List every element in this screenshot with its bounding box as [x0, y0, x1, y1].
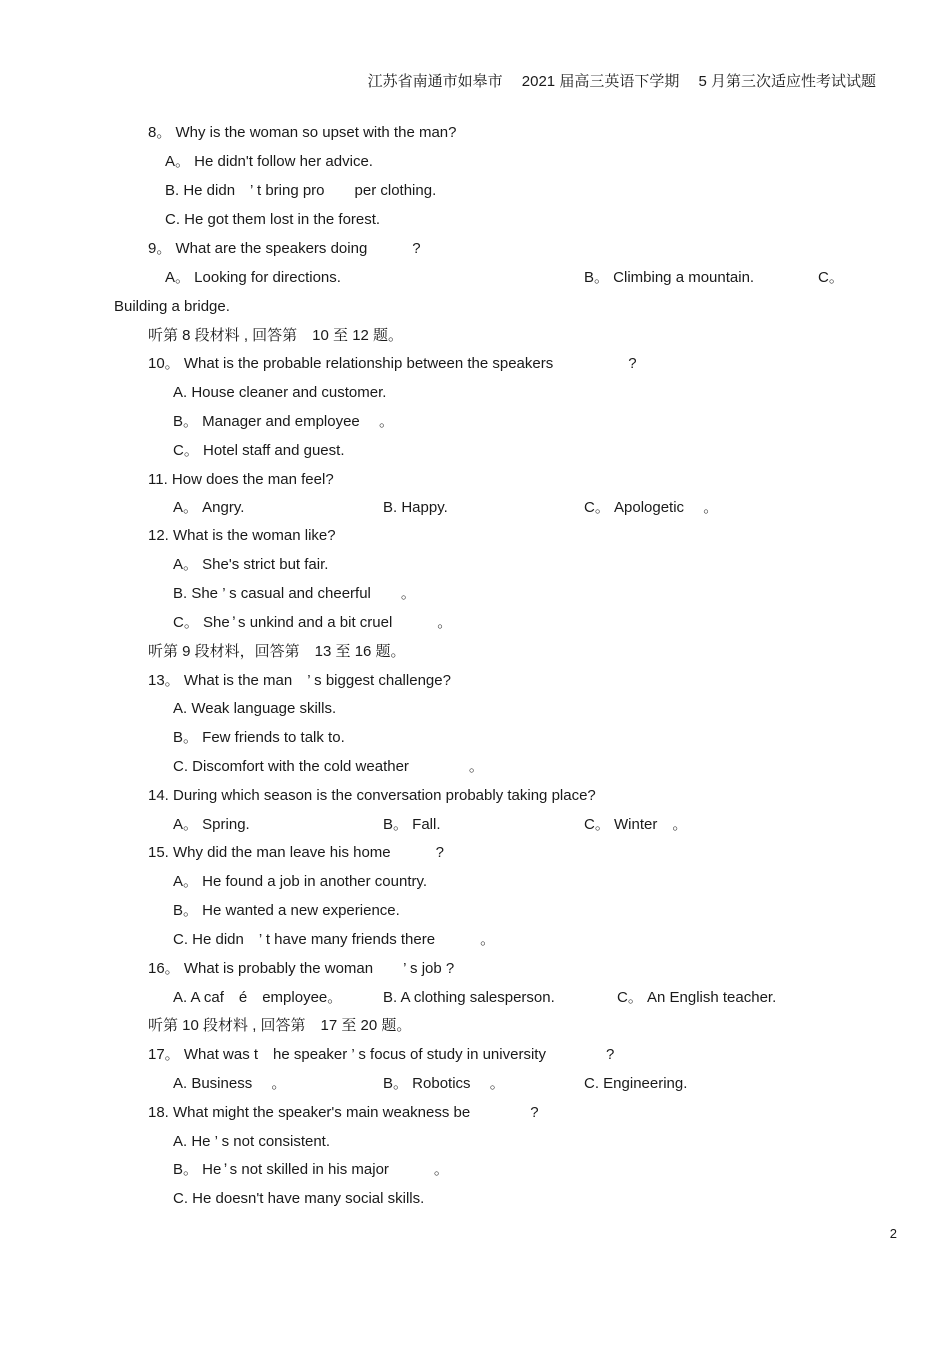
- option-15c: C. He didn ’ t have many friends there 。: [173, 931, 496, 948]
- question-12: 12. What is the woman like?: [148, 527, 336, 544]
- option-17b: B。 Robotics 。: [383, 1075, 505, 1092]
- page-header: 江苏省南通市如皋市 2021 届高三英语下学期 5 月第三次适应性考试试题: [367, 73, 876, 90]
- section-8-instruction: 听第 8 段材料 , 回答第 10 至 12 题。: [148, 327, 404, 344]
- option-13b: B。 Few friends to talk to.: [173, 729, 345, 746]
- option-9b: B。 Climbing a mountain.: [584, 269, 755, 286]
- question-14: 14. During which season is the conversation probably taking place?: [148, 787, 596, 804]
- option-16b: B. A clothing salesperson.: [383, 989, 555, 1006]
- option-11c: C。 Apologetic 。: [584, 499, 719, 516]
- option-10b: B。 Manager and employee 。: [173, 413, 394, 430]
- question-13: 13。 What is the man ’ s biggest challenge?: [148, 672, 451, 689]
- option-14c: C。 Winter 。: [584, 816, 688, 833]
- option-12a: A。 She's strict but fair.: [173, 556, 329, 573]
- option-14a: A。 Spring.: [173, 816, 250, 833]
- option-16a: A. A caf é employee。: [173, 989, 343, 1006]
- question-9: 9。 What are the speakers doing ?: [148, 240, 421, 257]
- option-18c: C. He doesn't have many social skills.: [173, 1190, 425, 1207]
- question-17: 17。 What was t he speaker ’ s focus of study in university ?: [148, 1046, 615, 1063]
- option-17c: C. Engineering.: [584, 1075, 688, 1092]
- question-15: 15. Why did the man leave his home ?: [148, 844, 444, 861]
- question-18: 18. What might the speaker's main weakness be ?: [148, 1104, 539, 1121]
- option-13c: C. Discomfort with the cold weather 。: [173, 758, 484, 775]
- question-16: 16。 What is probably the woman ’ s job ?: [148, 960, 455, 977]
- option-9c: Building a bridge.: [114, 298, 230, 315]
- option-9a: A。 Looking for directions.: [165, 269, 341, 286]
- page-number: 2: [889, 1226, 897, 1241]
- option-8b: B. He didn ’ t bring pro per clothing.: [165, 182, 437, 199]
- option-10c: C。 Hotel staff and guest.: [173, 442, 345, 459]
- option-16c: C。 An English teacher.: [617, 989, 777, 1006]
- question-10: 10。 What is the probable relationship between the speakers ?: [148, 355, 637, 372]
- option-15a: A。 He found a job in another country.: [173, 873, 428, 890]
- option-13a: A. Weak language skills.: [173, 700, 337, 717]
- option-11b: B. Happy.: [383, 499, 448, 516]
- option-17a: A. Business 。: [173, 1075, 287, 1092]
- option-8a: A。 He didn't follow her advice.: [165, 153, 373, 170]
- option-10a: A. House cleaner and customer.: [173, 384, 387, 401]
- option-18b: B。 He ̓ s not skilled in his major 。: [173, 1161, 449, 1178]
- option-8c: C. He got them lost in the forest.: [165, 211, 381, 228]
- section-9-instruction: 听第 9 段材料，回答第 13 至 16 题。: [148, 643, 406, 660]
- option-9c-label: C。: [818, 269, 844, 286]
- option-12c: C。 She ̓ s unkind and a bit cruel 。: [173, 614, 453, 631]
- question-11: 11. How does the man feel?: [148, 471, 334, 488]
- option-18a: A. He ’ s not consistent.: [173, 1133, 331, 1150]
- question-8: 8。 Why is the woman so upset with the man?: [148, 124, 457, 141]
- section-10-instruction: 听第 10 段材料 , 回答第 17 至 20 题。: [148, 1017, 412, 1034]
- option-15b: B。 He wanted a new experience.: [173, 902, 400, 919]
- option-11a: A。 Angry.: [173, 499, 245, 516]
- option-12b: B. She ’ s casual and cheerful 。: [173, 585, 416, 602]
- option-14b: B。 Fall.: [383, 816, 441, 833]
